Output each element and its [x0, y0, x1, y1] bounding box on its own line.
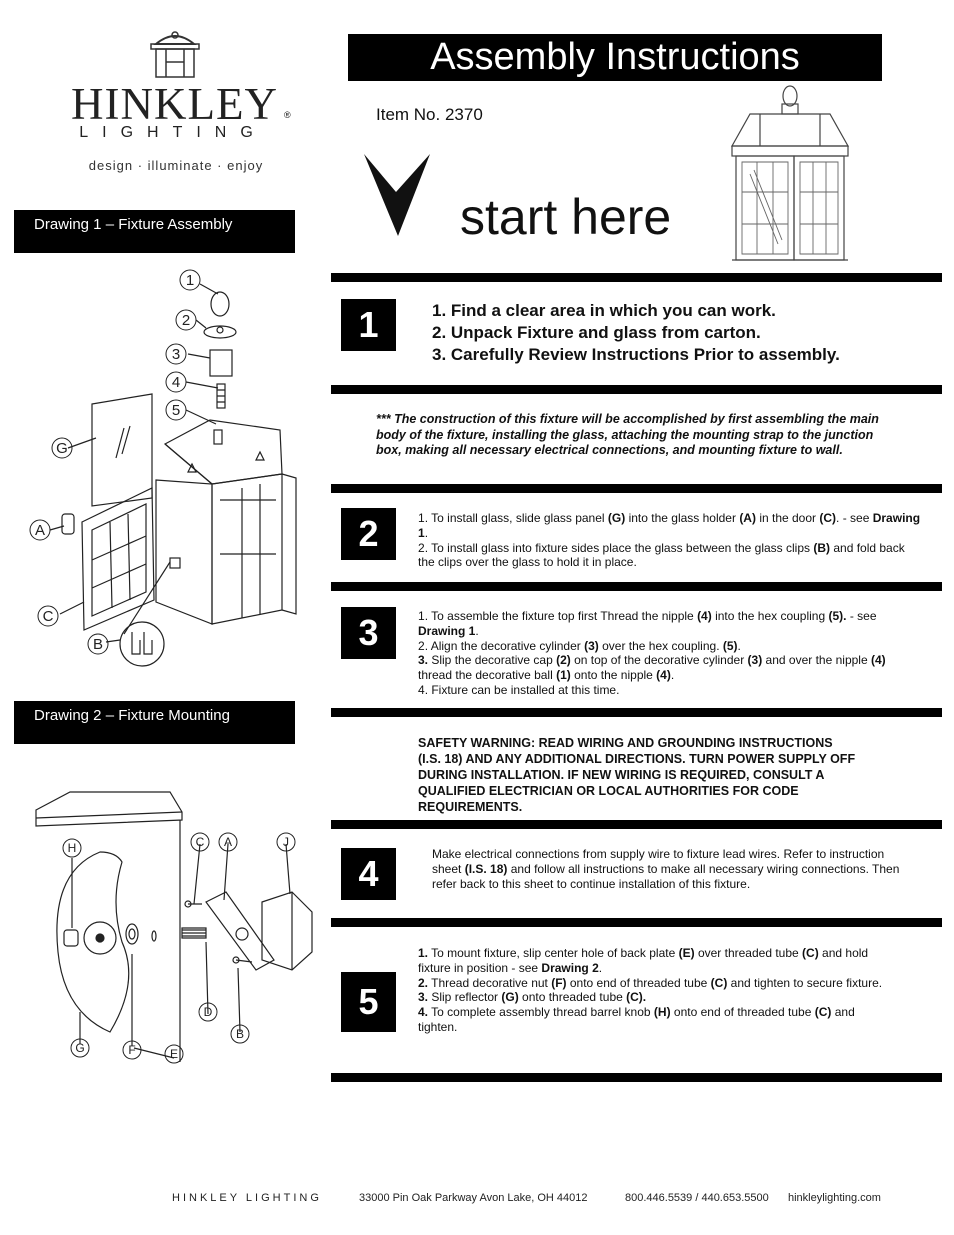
- step-1-badge: 1: [341, 299, 396, 351]
- step-1-line: 2. Unpack Fixture and glass from carton.: [432, 323, 761, 342]
- drawing-1-label: Drawing 1 – Fixture Assembly: [14, 210, 295, 253]
- step-2-badge: 2: [341, 508, 396, 560]
- d2-callout-j: J: [283, 835, 289, 849]
- footer-website[interactable]: hinkleylighting.com: [788, 1192, 881, 1204]
- d1-callout-c: C: [42, 608, 54, 625]
- registered-mark: ®: [284, 110, 291, 120]
- page-title: Assembly Instructions: [348, 34, 882, 81]
- step-5-badge: 5: [341, 972, 396, 1032]
- d1-callout-5: 5: [171, 402, 181, 419]
- step-5-text: 1. To mount fixture, slip center hole of back plate (E) over threaded tube (C) and hold fixture in position - see Drawing 2. 2. Thread decorative nut (F) onto end of threaded tube (C) and tighten to secure fixture. 3. Slip reflector (G) onto threaded tube (C). 4. To complete assembly thread barrel knob (H) onto end of threaded tube (C) and tighten.: [418, 946, 883, 1034]
- drawing-2-label: Drawing 2 – Fixture Mounting: [14, 701, 295, 744]
- d1-callout-g: G: [56, 440, 68, 457]
- divider-rule: [331, 273, 942, 282]
- d2-callout-c: C: [195, 835, 205, 849]
- divider-rule: [331, 484, 942, 493]
- start-here-heading: start here: [460, 189, 672, 245]
- step-4-text: Make electrical connections from supply wire to fixture lead wires. Refer to instruction sheet (I.S. 18) and follow all instructions to make all necessary wiring connections. Then refer back to this sheet to continue installation of this fixture.: [432, 847, 900, 891]
- divider-rule: [331, 385, 942, 394]
- d2-callout-e: E: [169, 1047, 179, 1061]
- step-2-text: 1. To install glass, slide glass panel (G) into the glass holder (A) in the door (C). - see Drawing 1. 2. To install glass into fixture sides place the glass between the glass clips (B) and fold back the clips over the glass to hold it in place.: [418, 511, 921, 570]
- divider-rule: [331, 1073, 942, 1082]
- footer-phone: 800.446.5539 / 440.653.5500: [625, 1192, 769, 1204]
- safety-warning: SAFETY WARNING: READ WIRING AND GROUNDING INSTRUCTIONS (I.S. 18) AND ANY ADDITIONAL DIRECTIONS. TURN POWER SUPPLY OFF DURING INSTALLATION. IF NEW WIRING IS REQUIRED, CONSULT A QUALIFIED ELECTRICIAN OR LOCAL AUTHORITIES FOR CODE REQUIREMENTS.: [418, 736, 856, 814]
- step-3-text: 1. To assemble the fixture top first Thread the nipple (4) into the hex coupling (5). - see Drawing 1. 2. Align the decorative cylinder (3) over the hex coupling. (5). 3. Slip the decorative cap (2) on top of the decorative cylinder (3) and over the nipple (4) thread the decorative ball (1) onto the nipple (4). 4. Fixture can be installed at this time.: [418, 609, 886, 697]
- d1-callout-4: 4: [171, 374, 181, 391]
- d2-callout-b: B: [235, 1027, 245, 1041]
- drawing-1-fixture-assembly: [20, 262, 320, 682]
- d1-callout-2: 2: [181, 312, 191, 329]
- step-3-badge: 3: [341, 607, 396, 659]
- footer-address: 33000 Pin Oak Parkway Avon Lake, OH 44012: [359, 1192, 588, 1204]
- divider-rule: [331, 918, 942, 927]
- d1-callout-3: 3: [171, 346, 181, 363]
- d2-callout-a: A: [223, 835, 233, 849]
- d1-callout-1: 1: [185, 272, 195, 289]
- logo-subtitle: LIGHTING: [79, 124, 267, 141]
- divider-rule: [331, 820, 942, 829]
- divider-rule: [331, 708, 942, 717]
- start-arrow-icon: [362, 152, 432, 238]
- step-1-line: 1. Find a clear area in which you can work.: [432, 301, 776, 320]
- fixture-illustration: [720, 84, 860, 270]
- logo-lantern-icon: [148, 30, 202, 80]
- step-1-text: [432, 300, 840, 366]
- d2-callout-f: F: [128, 1043, 136, 1057]
- step-1-line: 3. Carefully Review Instructions Prior to assembly.: [432, 345, 840, 364]
- item-number: Item No. 2370: [376, 105, 483, 124]
- construction-note: *** The construction of this fixture will be accomplished by first assembling the main body of the fixture, installing the glass, attaching the mounting strap to the junction box, making all necessary electrical connections, and mounting fixture to wall.: [376, 412, 879, 457]
- logo-name: HINKLEY: [71, 79, 278, 129]
- logo-tagline: design · illuminate · enjoy: [88, 158, 264, 173]
- step-4-badge: 4: [341, 848, 396, 900]
- drawing-2-fixture-mounting: [30, 782, 330, 1072]
- d1-callout-b: B: [92, 636, 104, 653]
- d2-callout-d: D: [203, 1005, 213, 1019]
- d2-callout-g: G: [75, 1041, 85, 1055]
- d2-callout-h: H: [67, 841, 77, 855]
- footer-company: HINKLEY LIGHTING: [172, 1192, 322, 1204]
- d1-callout-a: A: [34, 522, 46, 539]
- divider-rule: [331, 582, 942, 591]
